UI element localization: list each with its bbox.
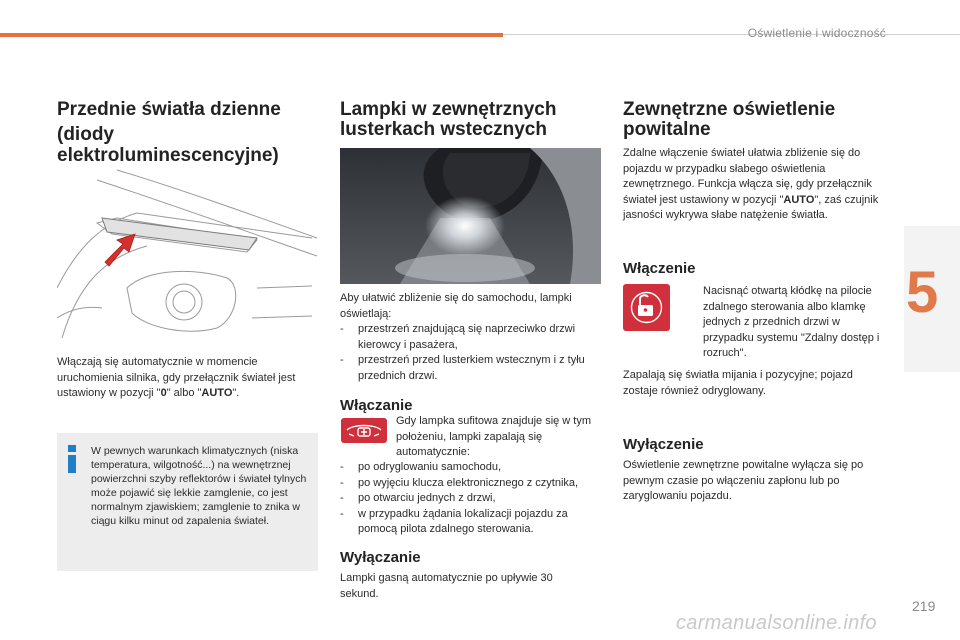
list-item: - przestrzeń przed lusterkiem wstecznym i z tyłu przednich drzwi. xyxy=(340,353,598,384)
col3-on-result: Zapalają się światła mijania i pozycyjne; pojazd zostaje również odryglowany. xyxy=(623,369,853,397)
courtesy-lamp-symbol xyxy=(341,418,387,443)
col1-body-position-auto: AUTO xyxy=(201,387,233,399)
mirror-lamp-illustration xyxy=(340,148,601,284)
list-item: - po otwarciu jednych z drzwi, xyxy=(340,491,602,507)
col2-title-line1: Lampki w zewnętrznych xyxy=(340,99,557,120)
col1-body-text: Włączają się automatycznie w momencie uruchomienia silnika, gdy przełącznik świateł jest ustawiony w pozycji " xyxy=(57,356,296,399)
col3-on-step: Nacisnąć otwartą kłódkę na pilocie zdalnego sterowania albo klamkę jednych z przednich drzwi w przypadku systemu "Zdalny dostęp i rozruch". xyxy=(703,285,880,359)
col3-on-title: Włączenie xyxy=(623,260,696,277)
mirror-lamp-drawing xyxy=(340,148,601,284)
col1-title-line2: (diody xyxy=(57,124,114,145)
col1-body xyxy=(57,355,302,402)
col3-intro xyxy=(623,146,883,224)
col3-off-title: Wyłączenie xyxy=(623,436,704,453)
headlamp-illustration xyxy=(57,168,319,346)
col3-off-text: Oświetlenie zewnętrzne powitalne wyłącza się po pewnym czasie po włączeniu zapłonu lub po zaryglowaniu pojazdu. xyxy=(623,459,864,502)
col1-body-position-0: 0 xyxy=(160,387,167,399)
col2-intro-list xyxy=(340,322,598,384)
watermark: carmanualsonline.info xyxy=(676,612,877,634)
list-item: - po wyjęciu klucza elektronicznego z czytnika, xyxy=(340,476,602,492)
col3-intro-position-auto: AUTO xyxy=(783,193,815,206)
list-item: - po odryglowaniu samochodu, xyxy=(340,460,602,476)
page-number: 219 xyxy=(912,598,936,614)
col2-on-title: Włączanie xyxy=(340,397,413,414)
header-accent-bar xyxy=(0,33,503,37)
col3-intro-text: Zdalne włączenie świateł ułatwia zbliżenie się do pojazdu w przypadku słabego oświetlenia zewnętrznego. Funkcja włącza się, gdy przełącznik świateł jest ustawiony w pozycji " xyxy=(623,147,872,206)
col2-title-line2: lusterkach wstecznych xyxy=(340,119,547,140)
unlock-padlock-symbol xyxy=(623,284,670,331)
col1-body-text-mid: " albo " xyxy=(166,387,202,399)
info-box xyxy=(57,433,318,571)
col1-body-text-end: ". xyxy=(232,387,240,399)
col2-intro: Aby ułatwić zbliżenie się do samochodu, lampki oświetlają: xyxy=(340,292,572,320)
col2-on-list xyxy=(340,460,602,538)
col2-off-text: Lampki gasną automatycznie po upływie 30 sekund. xyxy=(340,572,553,600)
info-text: W pewnych warunkach klimatycznych (niska temperatura, wilgotność...) na wewnętrznej powierzchni szyby reflektorów i świateł tylnych może pojawić się lekkie zamglenie, co jest normalnym zjawiskiem; zamglenie to znika w ciągu kilku minut od zapalenia świateł. xyxy=(91,445,307,527)
col1-title-line1: Przednie światła dzienne xyxy=(57,99,281,120)
courtesy-lamp-icon xyxy=(341,418,387,443)
col3-title-line1: Zewnętrzne oświetlenie xyxy=(623,99,836,120)
list-item: - przestrzeń znajdującą się naprzeciwko drzwi kierowcy i pasażera, xyxy=(340,322,598,353)
col3-intro-text-end: ", zaś czujnik jasności wykrywa słabe natężenie światła. xyxy=(623,193,879,221)
chapter-number: 5 xyxy=(906,260,939,325)
col1-title-line3: elektroluminescencyjne) xyxy=(57,145,279,166)
list-item: - w przypadku żądania lokalizacji pojazdu za pomocą pilota zdalnego sterowania. xyxy=(340,507,602,538)
header-rule xyxy=(503,34,960,35)
section-title: Oświetlenie i widoczność xyxy=(747,26,886,40)
info-icon xyxy=(65,445,79,473)
col2-on-text: Gdy lampka sufitowa znajduje się w tym położeniu, lampki zapalają się automatycznie: xyxy=(396,415,592,458)
col3-title-line2: powitalne xyxy=(623,119,711,140)
unlock-padlock-icon xyxy=(623,284,670,331)
col2-off-title: Wyłączanie xyxy=(340,549,421,566)
headlamp-drawing xyxy=(57,168,319,346)
